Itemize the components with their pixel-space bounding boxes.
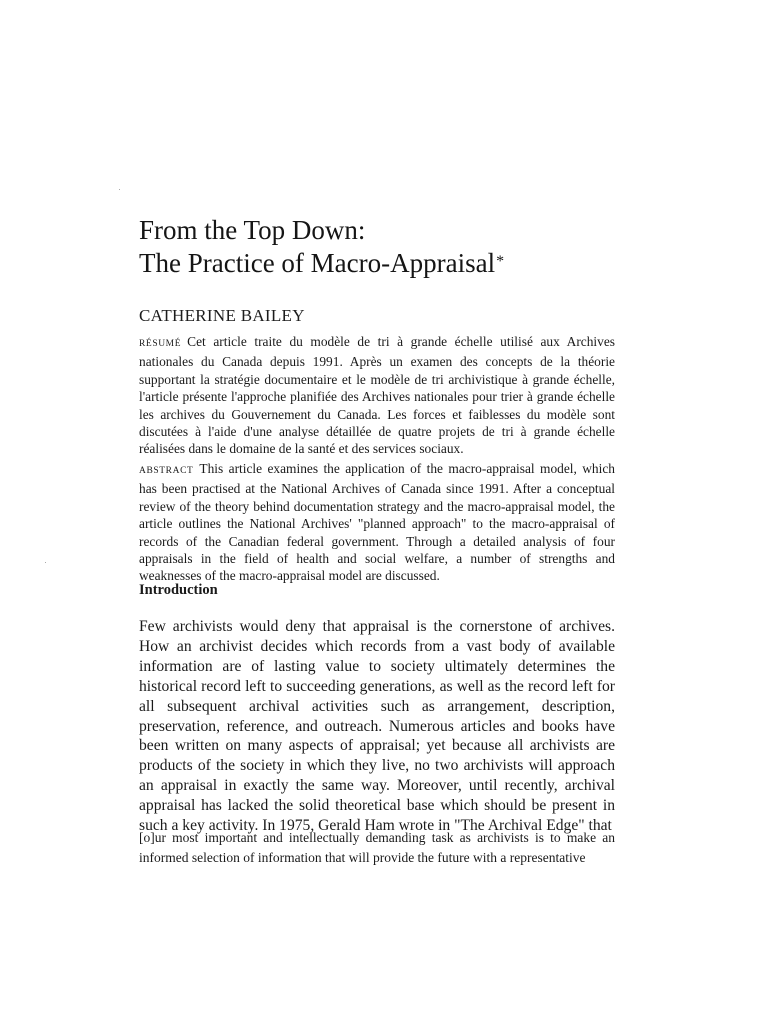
scan-speck [119,189,120,190]
abstract-text: This article examines the application of the macro-appraisal model, which has been practised at the National Archives of Canada since 1991. After a conceptual review of the theory behind documentation strategy and the macro-appraisal model, the article outlines the National Archives' "planned approach" to the macro-appraisal of records of the Canadian federal government. Through a detailed analysis of four appraisals in the field of health and social welfare, a number of strengths and weaknesses of the macro-appraisal model are discussed. [139,461,615,584]
footnote-marker: * [496,253,505,270]
abstract-paragraph [139,460,615,585]
section-heading: Introduction [139,582,218,598]
title-line-1: From the Top Down: [139,215,366,245]
block-quote: [o]ur most important and intellectually demanding task as archivists is to make an informed selection of information that will provide the future with a representative [139,830,615,865]
article-title [139,214,504,280]
intro-paragraph: Few archivists would deny that appraisal is the cornerstone of archives. How an archivist decides which records from a vast body of available information are of lasting value to society ultimately determines the historical record left to succeeding generations, as well as the record left for all subsequent archival activities such as arrangement, description, preservation, reference, and outreach. Numerous articles and books have been written on many aspects of appraisal; yet because all archivists are products of the society in which they live, no two archivists will approach an appraisal in exactly the same way. Moreover, until recently, archival appraisal has lacked the solid theoretical base which should be present in such a key activity. In 1975, Gerald Ham wrote in "The Archival Edge" that [139,618,615,835]
author-name: CATHERINE BAILEY [139,306,305,325]
resume-text: Cet article traite du modèle de tri à grande échelle utilisé aux Archives nationales du Canada depuis 1991. Après un examen des concepts de la théorie supportant la stratégie documentaire et le modèle de tri archivistique à grande échelle, l'article présente l'approche planifiée des Archives nationales pour trier à grande échelle les archives du Gouvernement du Canada. Les forces et faiblesses du modèle sont discutées à l'aide d'une analyse détaillée de quatre projets de tri à grande échelle réalisées dans le domaine de la santé et des services sociaux. [139,334,615,457]
resume-paragraph [139,333,615,458]
title-line-2-text: The Practice of Macro-Appraisal [139,248,496,278]
scan-speck [45,562,46,563]
abstract-label: ABSTRACT [139,466,194,476]
title-line-2 [139,247,504,280]
resume-label: RÉSUMÉ [139,339,182,349]
